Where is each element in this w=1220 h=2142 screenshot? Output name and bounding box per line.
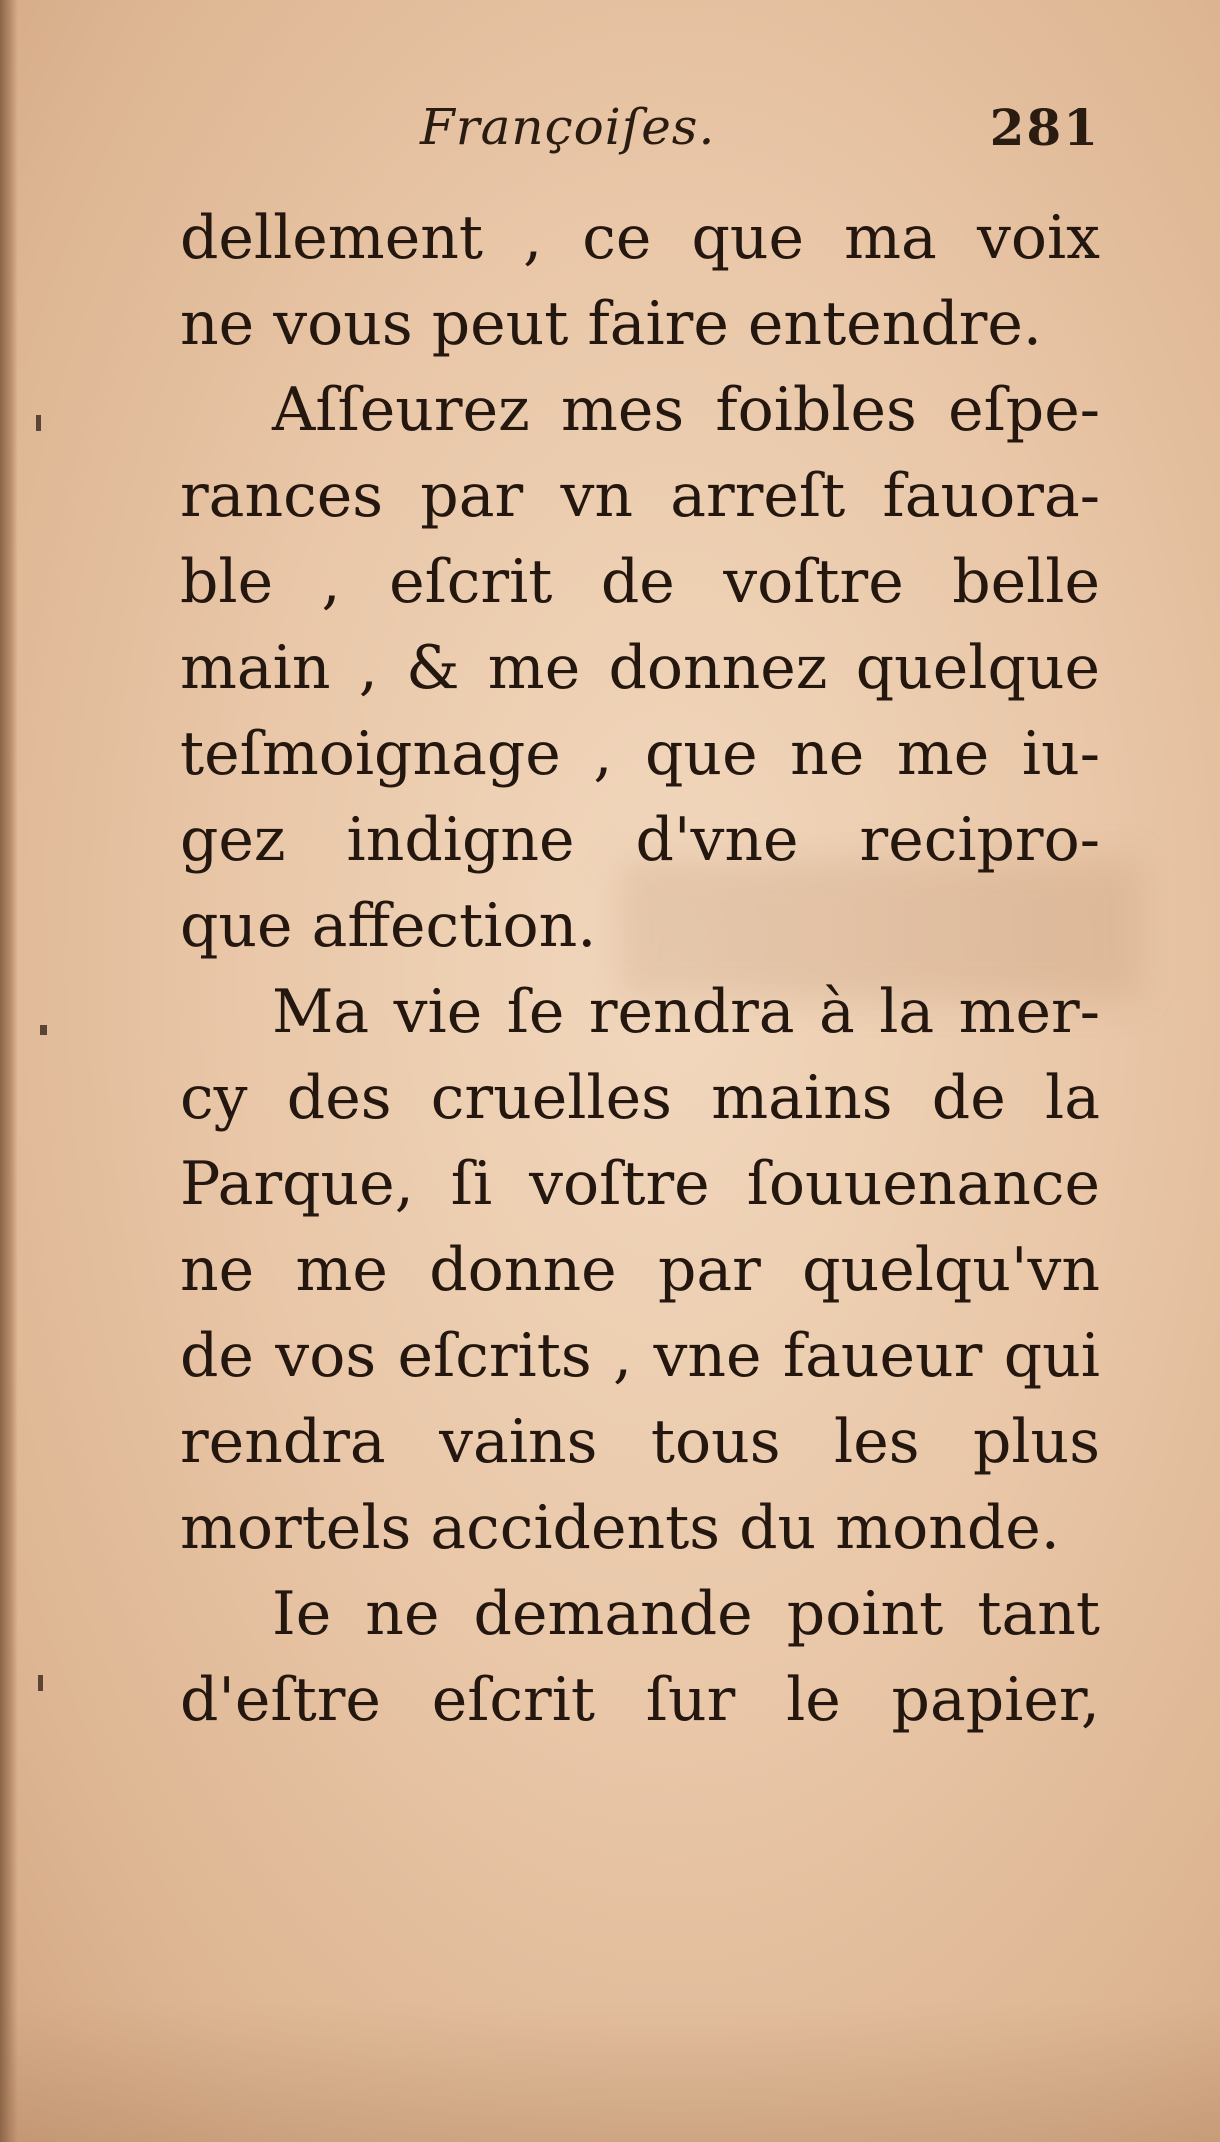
text-line: mortels accidents du monde. <box>180 1493 1060 1563</box>
running-title: Françoiſes. <box>420 98 716 156</box>
margin-mark <box>40 1025 47 1035</box>
text-line: Aſſeurez mes foibles eſpe- <box>272 375 1100 445</box>
page-left-edge <box>0 0 18 2142</box>
text-line: Ma vie ſe rendra à la mer- <box>272 977 1100 1047</box>
margin-mark <box>36 415 41 431</box>
text-line: que affection. <box>180 891 597 961</box>
text-line: Ie ne demande point tant <box>272 1579 1100 1649</box>
text-line: ne me donne par quelqu'vn <box>180 1235 1100 1305</box>
text-line: main , & me donnez quelque <box>180 633 1100 703</box>
text-line: d'eſtre eſcrit ſur le papier, <box>180 1665 1100 1735</box>
text-line: rances par vn arreſt fauora- <box>180 461 1100 531</box>
text-line: dellement , ce que ma voix <box>180 203 1100 273</box>
text-line: ble , eſcrit de voſtre belle <box>180 547 1100 617</box>
page-number: 281 <box>989 98 1100 157</box>
running-header <box>180 98 1110 178</box>
text-line: rendra vains tous les plus <box>180 1407 1100 1477</box>
text-line: teſmoignage , que ne me iu- <box>180 719 1100 789</box>
text-line: ne vous peut faire entendre. <box>180 289 1043 359</box>
text-line: cy des cruelles mains de la <box>180 1063 1100 1133</box>
text-line: gez indigne d'vne recipro- <box>180 805 1100 875</box>
text-line: de vos eſcrits , vne faueur qui <box>180 1321 1100 1391</box>
body-text <box>180 195 1100 1743</box>
text-line: Parque, ſi voſtre ſouuenance <box>180 1149 1100 1219</box>
margin-mark <box>38 1675 43 1691</box>
page-bottom-shade <box>0 2002 1220 2142</box>
